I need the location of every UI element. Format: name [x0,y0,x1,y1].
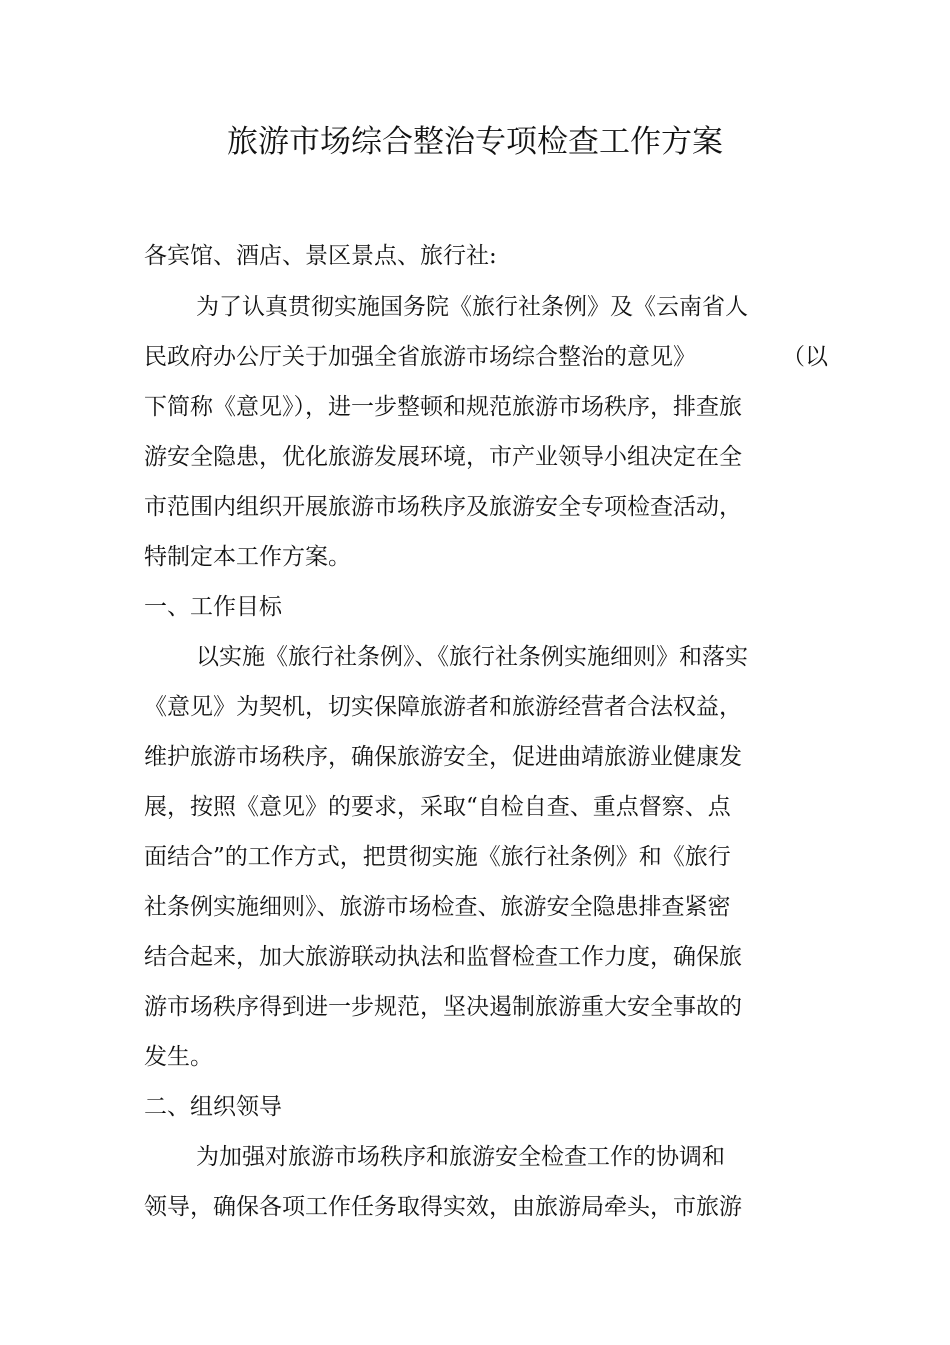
document-title: 旅游市场综合整治专项检查工作方案 [227,124,723,160]
paragraph-line: 下简称《意见》），进一步整顿和规范旅游市场秩序，排查旅 [144,394,742,420]
paragraph-line [144,340,828,374]
paragraph-line: 以实施《旅行社条例》、《旅行社条例实施细则》和落实 [196,644,748,670]
paragraph-line: 《意见》为契机，切实保障旅游者和旅游经营者合法权益， [144,694,742,720]
paragraph-line: 结合起来，加大旅游联动执法和监督检查工作力度，确保旅 [144,944,742,970]
paragraph-line: 社条例实施细则》、旅游市场检查、旅游安全隐患排查紧密 [144,894,731,920]
paragraph-line: 市范围内组织开展旅游市场秩序及旅游安全专项检查活动， [144,494,742,520]
salutation-line: 各宾馆、酒店、景区景点、旅行社: [144,243,497,269]
paragraph-line: 为加强对旅游市场秩序和旅游安全检查工作的协调和 [196,1144,725,1170]
paragraph-line: 发生。 [144,1044,213,1070]
section-heading-1: 一、工作目标 [144,594,282,620]
section-heading-2: 二、组织领导 [144,1094,282,1120]
paragraph-line-text: 民政府办公厅关于加强全省旅游市场综合整治的意见》 [144,344,696,370]
paragraph-line: 为了认真贯彻实施国务院《旅行社条例》及《云南省人 [196,294,748,320]
paragraph-line: 面结合”的工作方式，把贯彻实施《旅行社条例》和《旅行 [144,844,731,870]
paragraph-line: 领导，确保各项工作任务取得实效，由旅游局牵头，市旅游 [144,1194,742,1220]
paragraph-line: 展，按照《意见》的要求，采取“自检自查、重点督察、点 [144,794,731,820]
paragraph-line-tail: （以 [782,344,828,370]
paragraph-line: 游安全隐患，优化旅游发展环境，市产业领导小组决定在全 [144,444,742,470]
paragraph-line: 游市场秩序得到进一步规范，坚决遏制旅游重大安全事故的 [144,994,742,1020]
paragraph-line: 特制定本工作方案。 [144,544,351,570]
paragraph-line: 维护旅游市场秩序，确保旅游安全，促进曲靖旅游业健康发 [144,744,742,770]
